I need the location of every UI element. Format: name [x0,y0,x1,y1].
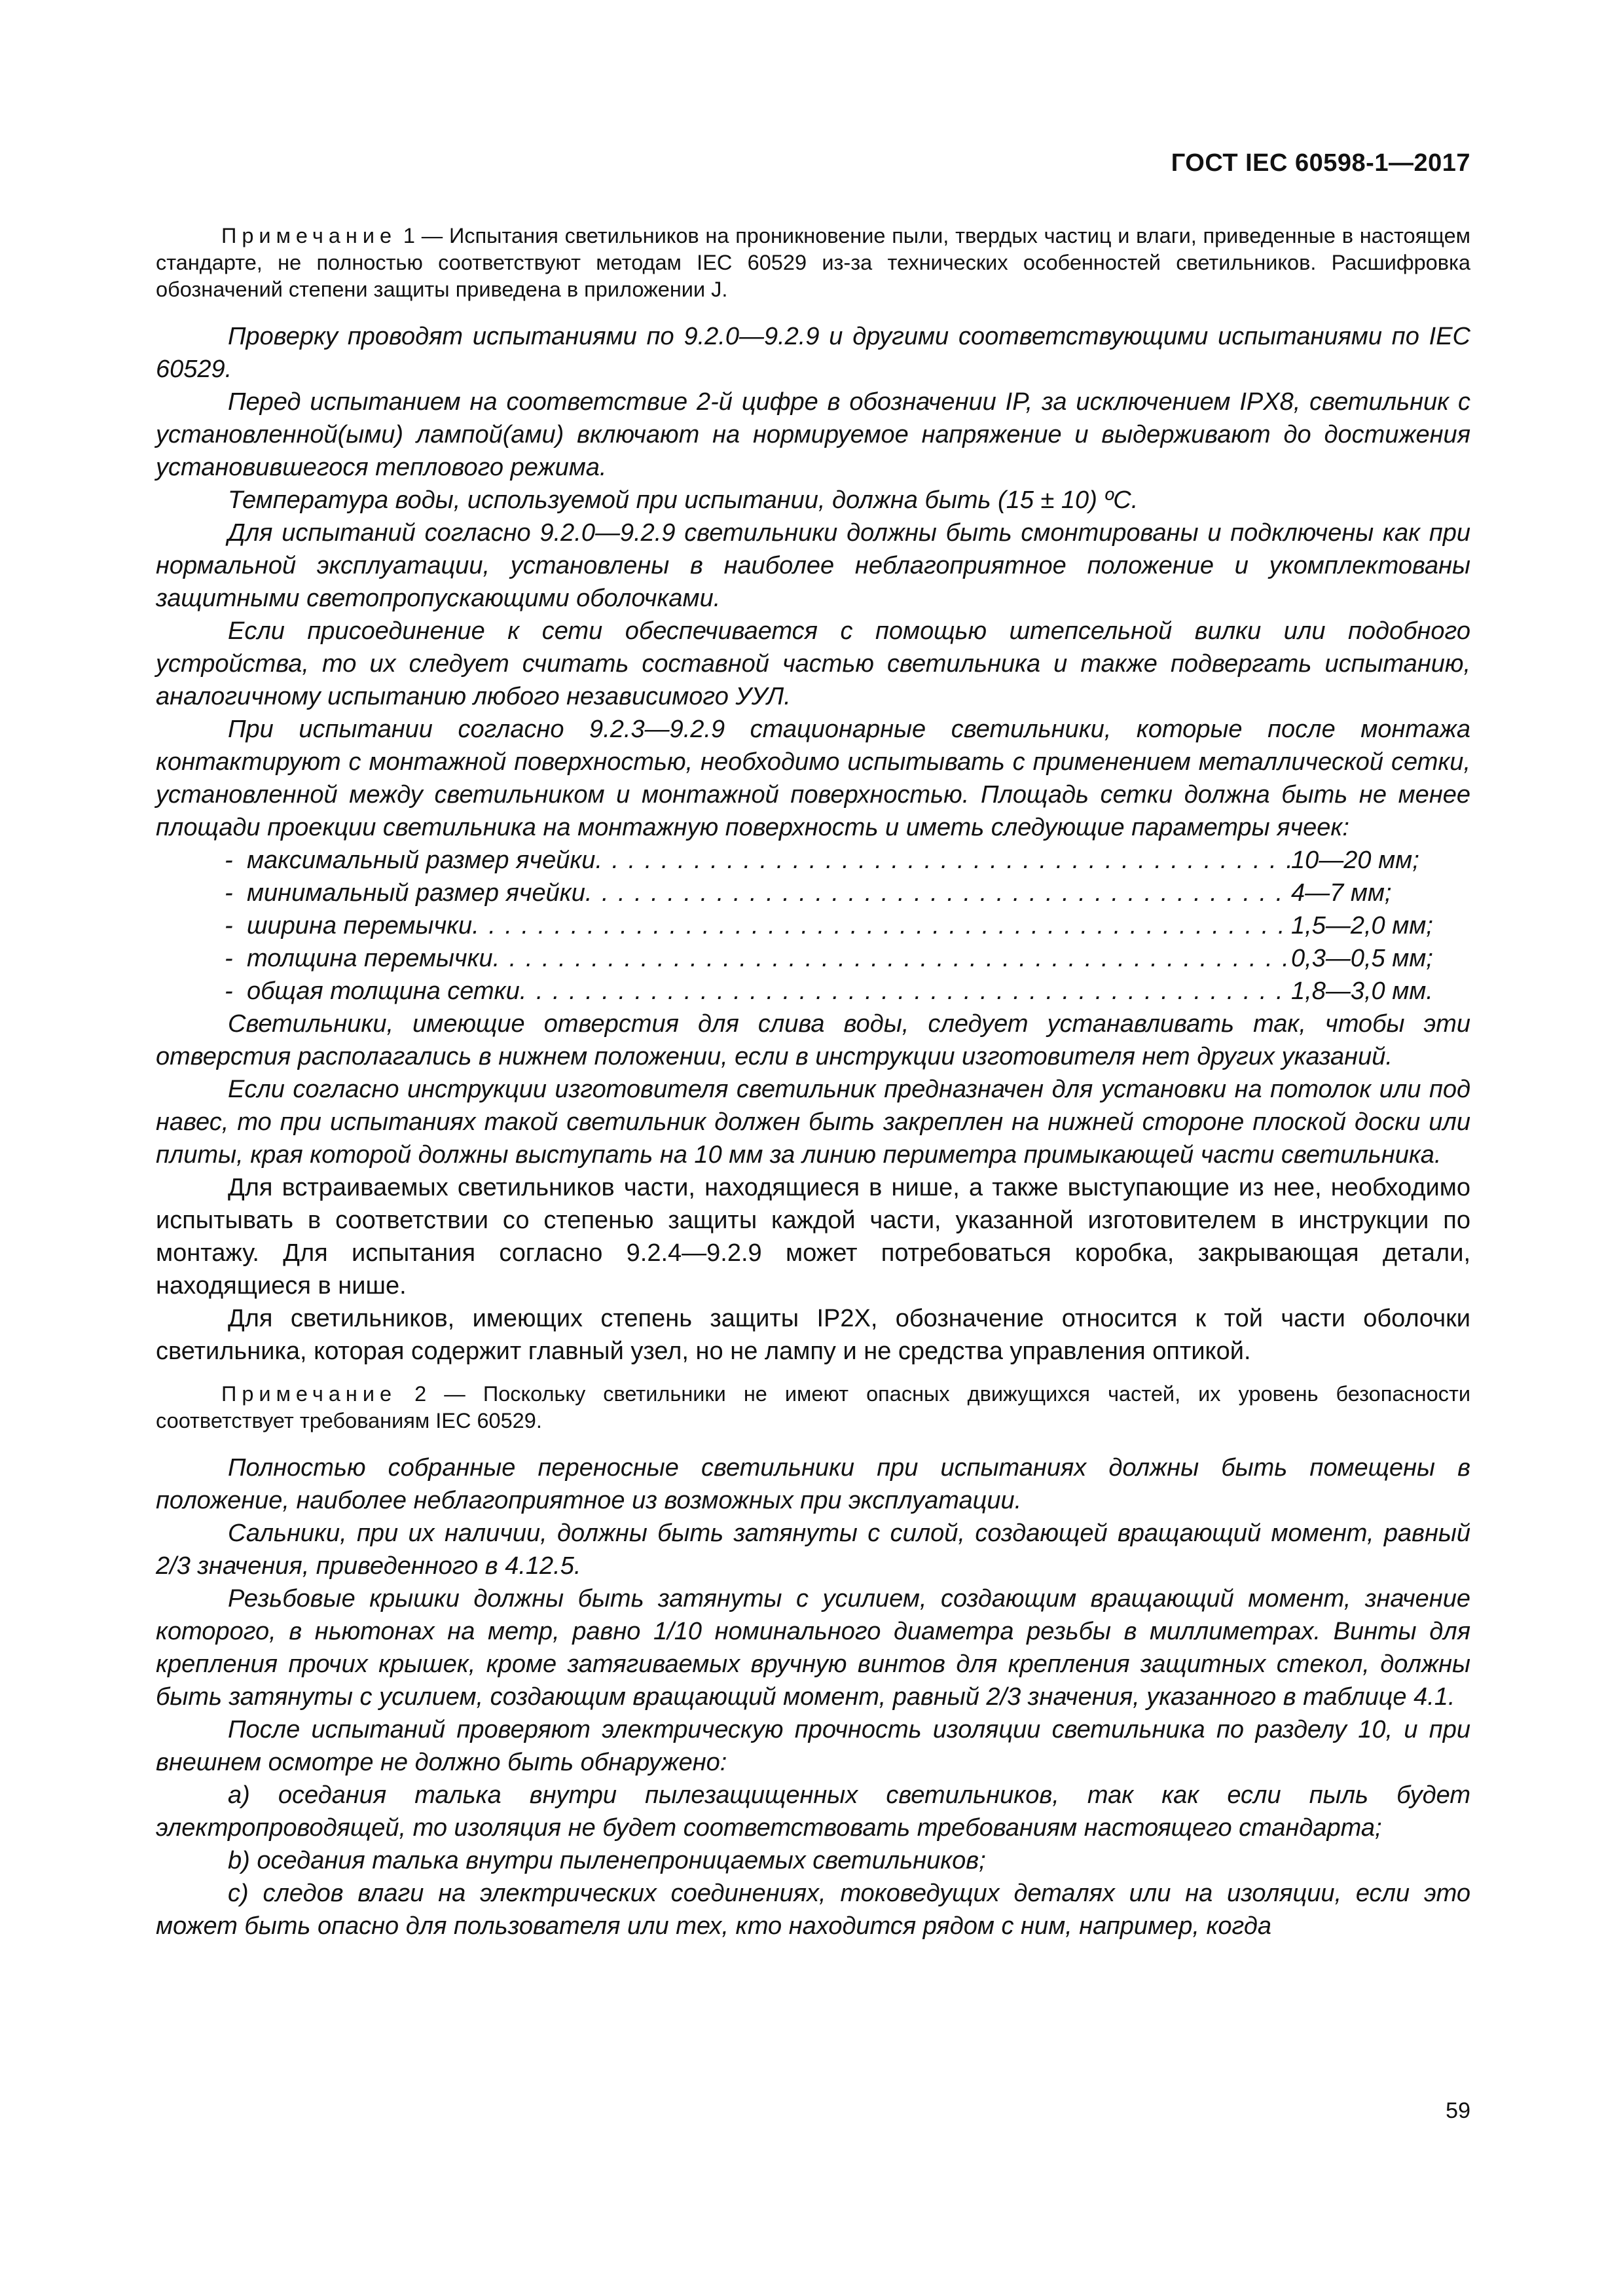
paragraph-threaded-covers: Резьбовые крышки должны быть затянуты с усилием, создающим вращающий момент, значение которого, в ньютонах на метр, равно 1/10 номинального диаметра резьбы в миллиметрах. Винты для крепления прочих крышек, кроме затягиваемых вручную винтов для крепления защитных стекол, должны быть затянуты с усилием, создающим вращающий момент, равный 2/3 значения, указанного в таблице 4.1. [156,1585,1470,1711]
mesh-param-value: 4—7 мм; [1291,879,1392,907]
note-2-label: Примечание [221,1382,397,1406]
mesh-param-item [156,844,1470,877]
dot-leader [472,909,1291,942]
note-2 [156,1381,1470,1434]
mesh-param-name: общая толщина сетки [247,977,520,1005]
list-dash: - [225,847,233,874]
standard-header: ГОСТ IEC 60598-1—2017 [1171,149,1470,177]
paragraph-recessed-luminaires: Для встраиваемых светильников части, находящиеся в нише, а также выступающие из нее, необходимо испытывать в соответствии со степенью защиты каждой части, указанной изготовителем в инструкции по монтажу. Для испытания согласно 9.2.4—9.2.9 может потребоваться коробка, закрывающая детали, находящиеся в нише. [156,1174,1470,1300]
paragraph-item-c: c) следов влаги на электрических соединениях, токоведущих деталях или на изоляции, если это может быть опасно для пользователя или тех, кто находится рядом с ним, например, когда [156,1880,1470,1940]
dot-leader [585,877,1291,909]
mesh-param-name: минимальный размер ячейки [247,879,585,907]
mesh-param-value: 10—20 мм; [1291,847,1419,874]
mesh-param-item [156,909,1470,942]
paragraph-pre-test-conditioning: Перед испытанием на соответствие 2-й цифре в обозначении IP, за исключением IPX8, светильник с установленной(ыми) лампой(ами) включают на нормируемое напряжение и выдерживают до достижения установившегося теплового режима. [156,388,1470,481]
paragraph-ip2x: Для светильников, имеющих степень защиты IP2X, обозначение относится к той части оболочки светильника, которая содержит главный узел, но не лампу и не средства управления оптикой. [156,1305,1470,1365]
mesh-param-name: максимальный размер ячейки [247,847,596,874]
paragraph-item-b: b) оседания талька внутри пыленепроницаемых светильников; [228,1847,986,1874]
mesh-param-name: ширина перемычки [247,912,473,939]
list-dash: - [225,879,233,907]
paragraph-after-tests: После испытаний проверяют электрическую прочность изоляции светильника по разделу 10, и при внешнем осмотре не должно быть обнаружено: [156,1716,1470,1776]
list-dash: - [225,945,233,972]
note-2-text: 2 — Поскольку светильники не имеют опасных движущихся частей, их уровень безопасности соответствует требованиям IEC 60529. [156,1382,1470,1432]
dot-leader [520,975,1291,1008]
mesh-param-name: толщина перемычки [247,945,493,972]
paragraph-glands: Сальники, при их наличии, должны быть затянуты с силой, создающей вращающий момент, равный 2/3 значения, приведенного в 4.12.5. [156,1520,1470,1580]
mesh-parameters-list [156,844,1470,1008]
mesh-param-item [156,975,1470,1008]
mesh-param-value: 1,5—2,0 мм; [1291,912,1433,939]
body-text [156,223,1470,1942]
paragraph-ceiling-mounting: Если согласно инструкции изготовителя светильник предназначен для установки на потолок или под навес, то при испытаниях такой светильник должен быть закреплен на нижней стороне плоской доски или плиты, края которой должны выступать на 10 мм за линию периметра примыкающей части светильника. [156,1076,1470,1169]
mesh-param-value: 1,8—3,0 мм. [1291,977,1433,1005]
paragraph-plug-connection: Если присоединение к сети обеспечивается с помощью штепсельной вилки или подобного устройства, то их следует считать составной частью светильника и также подвергать испытанию, аналогичному испытанию любого независимого УУЛ. [156,617,1470,710]
document-page [156,0,1470,2296]
mesh-param-item [156,877,1470,909]
paragraph-water-temperature: Температура воды, используемой при испытании, должна быть (15 ± 10) ºС. [228,486,1139,514]
note-1 [156,223,1470,303]
list-dash: - [225,977,233,1005]
note-1-text: 1 — Испытания светильников на проникновение пыли, твердых частиц и влаги, приведенные в настоящем стандарте, не полностью соответствуют методам IEC 60529 из-за технических особенностей светильников. Расшифровка обозначений степени защиты приведена в приложении J. [156,224,1470,301]
list-dash: - [225,912,233,939]
paragraph-item-a: a) оседания талька внутри пылезащищенных светильников, так как если пыль будет электропроводящей, то изоляция не будет соответствовать требованиям настоящего стандарта; [156,1781,1470,1842]
paragraph-mounting-conditions: Для испытаний согласно 9.2.0—9.2.9 светильники должны быть смонтированы и подключены как при нормальной эксплуатации, установлены в наиболее неблагоприятное положение и укомплектованы защитными светопропускающими оболочками. [156,519,1470,612]
paragraph-metal-mesh: При испытании согласно 9.2.3—9.2.9 стационарные светильники, которые после монтажа контактируют с монтажной поверхностью, необходимо испытывать с применением металлической сетки, установленной между светильником и монтажной поверхностью. Площадь сетки должна быть не менее площади проекции светильника на монтажную поверхность и иметь следующие параметры ячеек: [156,716,1470,841]
paragraph-drain-holes: Светильники, имеющие отверстия для слива воды, следует устанавливать так, чтобы эти отверстия располагались в нижнем положении, если в инструкции изготовителя нет других указаний. [156,1010,1470,1070]
mesh-param-item [156,942,1470,975]
dot-leader [595,844,1291,877]
note-1-label: Примечание [221,224,397,247]
paragraph-verification-method: Проверку проводят испытаниями по 9.2.0—9.2.9 и другими соответствующими испытаниями по IEC 60529. [156,323,1470,383]
paragraph-portable-luminaires: Полностью собранные переносные светильники при испытаниях должны быть помещены в положение, наиболее неблагоприятное из возможных при эксплуатации. [156,1454,1470,1514]
page-number: 59 [1446,2098,1470,2123]
dot-leader [493,942,1291,975]
mesh-param-value: 0,3—0,5 мм; [1291,945,1433,972]
